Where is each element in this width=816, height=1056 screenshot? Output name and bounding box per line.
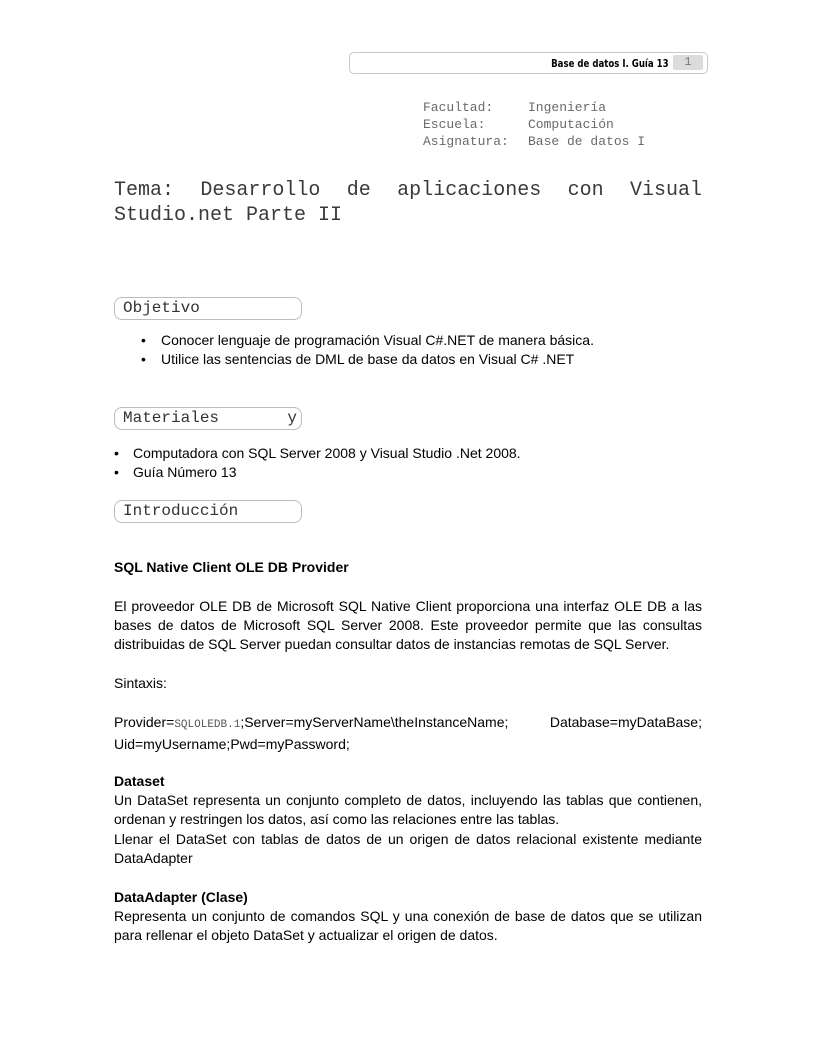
paragraph-dataset: Un DataSet representa un conjunto completo de datos, incluyendo las tablas que contienen, ordenan y restringen los datos, así como las relaciones entre las tablas. bbox=[114, 792, 702, 828]
objetivo-list bbox=[141, 331, 721, 369]
sintaxis-label: Sintaxis: bbox=[114, 675, 167, 691]
section-objetivo-heading: Objetivo bbox=[114, 297, 302, 320]
meta-row-asignatura: Asignatura: Base de datos I bbox=[423, 134, 646, 149]
topic-title: Tema: Desarrollo de aplicaciones con Visual Studio.net Parte II bbox=[114, 179, 702, 227]
page-header bbox=[349, 52, 708, 74]
bullet-icon: • bbox=[114, 445, 119, 461]
connection-string: Provider=SQLOLEDB.1;Server=myServerName\theInstanceName; Database=myDataBase; Uid=myUsername;Pwd=myPassword; bbox=[114, 714, 702, 753]
meta-row-escuela: Escuela: Computación bbox=[423, 117, 614, 132]
paragraph-ole-db: El proveedor OLE DB de Microsoft SQL Native Client proporciona una interfaz OLE DB a las bases de datos de Microsoft SQL Server 2008. Este proveedor permite que las consultas distribuidas de SQL Server puedan consultar datos de instancias remotas de SQL Server. bbox=[114, 598, 702, 653]
paragraph-dataadapter: Representa un conjunto de comandos SQL y una conexión de base de datos que se utilizan para rellenar el objeto DataSet y actualizar el origen de datos. bbox=[114, 908, 702, 944]
heading-dataadapter: DataAdapter (Clase) bbox=[114, 889, 248, 905]
heading-dataset: Dataset bbox=[114, 773, 165, 789]
bullet-icon: • bbox=[141, 351, 146, 367]
list-item: • Guía Número 13 bbox=[114, 464, 237, 480]
heading-sql-native-client: SQL Native Client OLE DB Provider bbox=[114, 559, 349, 575]
header-title: Base de datos I. Guía 13 bbox=[551, 57, 669, 70]
page-number: 1 bbox=[673, 55, 703, 70]
list-item: • Conocer lenguaje de programación Visual C#.NET de manera básica. bbox=[141, 332, 594, 348]
meta-row-facultad: Facultad: Ingeniería bbox=[423, 100, 607, 115]
provider-name: SQLOLEDB.1 bbox=[174, 719, 241, 731]
bullet-icon: • bbox=[141, 332, 146, 348]
section-introduccion-heading: Introducción bbox=[114, 500, 302, 523]
paragraph-dataset-fill: Llenar el DataSet con tablas de datos de un origen de datos relacional existente mediante DataAdapter bbox=[114, 831, 702, 867]
course-metadata bbox=[423, 99, 645, 150]
section-materiales-heading: Materiales y bbox=[114, 407, 302, 430]
list-item: • Computadora con SQL Server 2008 y Visual Studio .Net 2008. bbox=[114, 445, 521, 461]
list-item: • Utilice las sentencias de DML de base da datos en Visual C# .NET bbox=[141, 351, 575, 367]
bullet-icon: • bbox=[114, 464, 119, 480]
materiales-list bbox=[114, 444, 693, 482]
